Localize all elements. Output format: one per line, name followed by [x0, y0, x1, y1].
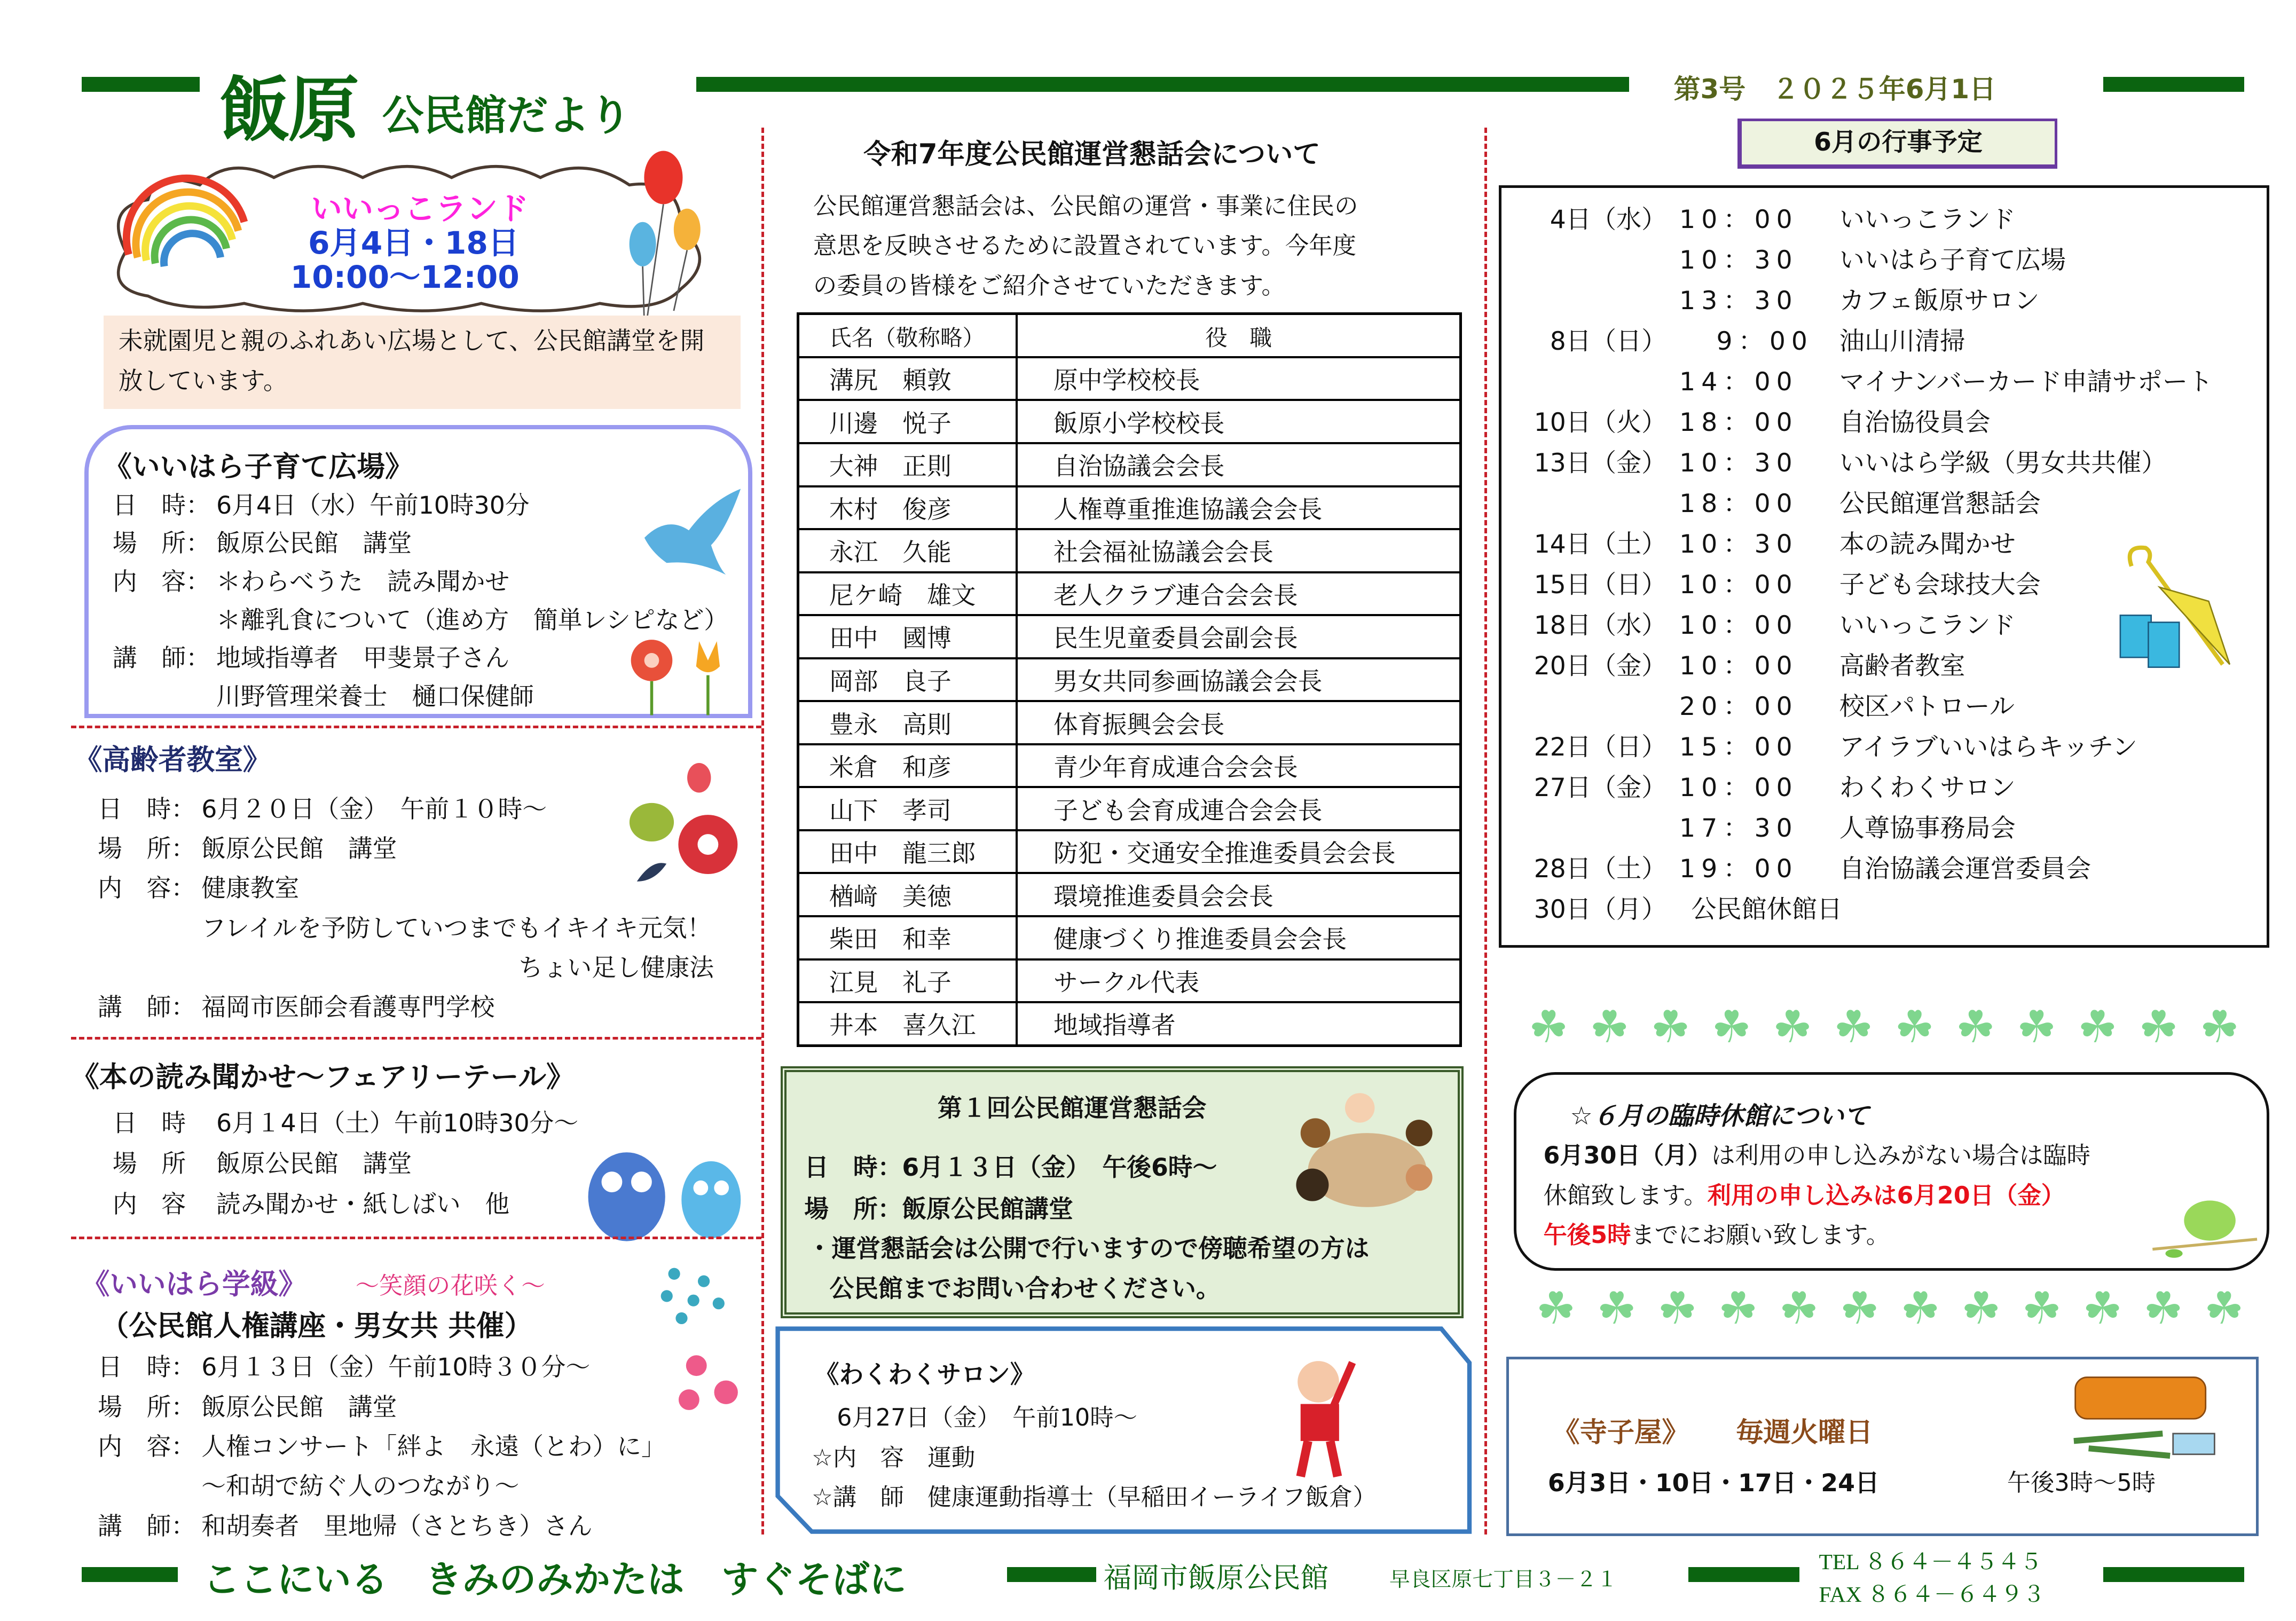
schedule-event: いいっこランド: [1839, 204, 2016, 234]
schedule-title: 6月の行事予定: [1737, 119, 2057, 169]
column-header-role: 役 職: [1017, 314, 1460, 357]
schedule-event: いいっこランド: [1839, 611, 2016, 641]
header-bar: [696, 77, 1630, 92]
schedule-event: 自治協役員会: [1839, 407, 1991, 437]
schedule-date: 13日（金）: [1534, 448, 1667, 478]
table-row: [798, 572, 1461, 616]
council-intro-line: の委員の皆様をご紹介させていただきます。: [813, 272, 1285, 300]
schedule-time: 17：30: [1679, 814, 1798, 844]
schedule-row: [1501, 362, 2266, 402]
schedule-time: 14：00: [1679, 367, 1798, 397]
table-row: [798, 830, 1461, 874]
detail-label: 内 容：: [112, 568, 210, 596]
schedule-time: 9：00: [1716, 326, 1814, 356]
member-name: 江見 礼子: [798, 959, 1017, 1003]
table-row: [798, 787, 1461, 830]
detail-line: [518, 948, 714, 983]
schedule-row: [1501, 443, 2266, 483]
table-row: [798, 873, 1461, 916]
schedule-time: 13：30: [1679, 286, 1798, 316]
section-divider: [71, 726, 761, 728]
detail-label: 講 師：: [98, 1512, 196, 1540]
iikko-land-time: 10:00～12:00: [290, 258, 520, 295]
schedule-event: カフェ飯原サロン: [1839, 286, 2040, 316]
council-members-table: [797, 312, 1462, 1046]
detail-label: 場 所：: [98, 1392, 196, 1421]
yomikikase-title: 《本の読み聞かせ～フェアリーテール》: [71, 1061, 575, 1094]
schedule-time: 10：00: [1679, 570, 1798, 600]
schedule-time: 19：00: [1679, 854, 1798, 884]
member-name: 田中 龍三郎: [798, 830, 1017, 874]
pencil-case-icon: [2066, 1374, 2229, 1463]
schedule-event: いいはら学級（男女共共催）: [1839, 448, 2167, 478]
closure-text: 休館致します。: [1543, 1182, 1708, 1209]
footer-bar: [2103, 1567, 2244, 1582]
detail-value: ちょい足し健康法: [518, 953, 714, 982]
table-row: [798, 357, 1461, 400]
detail-value: 6月２０日（金） 午前１０時～: [201, 794, 547, 823]
schedule-date: 4日（水）: [1550, 204, 1667, 234]
detail-label: 内 容: [112, 1190, 186, 1219]
detail-line: [113, 486, 530, 521]
bird-icon: [637, 486, 748, 575]
gakkyu-tagline: ～笑顔の花咲く～: [355, 1272, 545, 1300]
detail-label: 日 時：: [112, 491, 210, 520]
footer-tel: TEL ８６４－４５４５: [1819, 1549, 2042, 1575]
schedule-time: 10：00: [1679, 204, 1798, 234]
member-name: 川邊 悦子: [798, 400, 1017, 443]
detail-line: [113, 1185, 509, 1220]
schedule-time: 10：00: [1679, 651, 1798, 681]
detail-label: 日 時: [112, 1108, 186, 1137]
flowers-icon: [622, 634, 741, 715]
schedule-date: 20日（金）: [1534, 651, 1667, 681]
closure-line: [1544, 1136, 2091, 1170]
member-role: 人権尊重推進協議会会長: [1017, 486, 1460, 530]
schedule-event: 本の読み聞かせ: [1839, 530, 2016, 559]
schedule-row: [1501, 890, 2266, 930]
schedule-date: 27日（金）: [1534, 773, 1667, 803]
detail-label: 場 所: [112, 1149, 186, 1178]
schedule-row: [1501, 281, 2266, 321]
schedule-event: いいはら子育て広場: [1839, 245, 2066, 275]
member-name: 木村 俊彦: [798, 486, 1017, 530]
detail-value: 和胡奏者 里地帰（さとちき）さん: [201, 1512, 593, 1540]
footer-org: 福岡市飯原公民館: [1103, 1561, 1329, 1594]
schedule-row: [1501, 727, 2266, 767]
table-row: [798, 400, 1461, 443]
table-row: [798, 529, 1461, 572]
table-row: [798, 1002, 1461, 1045]
member-name: 永江 久能: [798, 529, 1017, 572]
detail-line: [98, 1507, 592, 1542]
member-name: 米倉 和彦: [798, 744, 1017, 788]
member-name: 岡部 良子: [798, 658, 1017, 702]
member-name: 大神 正則: [798, 443, 1017, 486]
footer-fax: FAX ８６４－６４９３: [1819, 1582, 2045, 1607]
detail-line: [113, 524, 412, 559]
footer-slogan: ここにいる きみのみかたは すぐそばに: [203, 1558, 907, 1601]
detail-value: ＊離乳食について（進め方 簡単レシピなど）: [216, 605, 729, 634]
boots-umbrella-icon: [2103, 545, 2244, 679]
detail-value: 地域指導者 甲斐景子さん: [216, 644, 510, 673]
detail-label: 講 師：: [98, 993, 196, 1022]
iikko-land-description: 未就園児と親のふれあい広場として、公民館講堂を開放しています。: [104, 316, 741, 409]
camellia-icon: [622, 763, 748, 896]
meeting-title: 第１回公民館運営懇話会: [937, 1093, 1207, 1122]
schedule-row: [1501, 240, 2266, 280]
table-row: [798, 744, 1461, 788]
schedule-event: わくわくサロン: [1839, 773, 2016, 803]
terakoya-dates: 6月3日・10日・17日・24日: [1547, 1468, 1880, 1497]
member-name: 豊永 高則: [798, 701, 1017, 744]
council-intro: [813, 187, 1358, 307]
detail-value: 6月4日（水）午前10時30分: [216, 491, 530, 520]
member-role: 民生児童委員会副会長: [1017, 615, 1460, 658]
detail-value: 福岡市医師会看護専門学校: [201, 993, 495, 1022]
wakuwaku-date: 6月27日（金） 午前10時～: [837, 1404, 1138, 1431]
schedule-date: 10日（火）: [1534, 407, 1667, 437]
schedule-event: 高齢者教室: [1839, 651, 1965, 681]
table-row: [798, 959, 1461, 1003]
detail-line: [98, 909, 711, 944]
member-name: 溝尻 頼敦: [798, 357, 1017, 400]
schedule-date: 15日（日）: [1534, 570, 1667, 600]
schedule-date: 18日（水）: [1534, 611, 1667, 641]
detail-line: [98, 1388, 397, 1423]
detail-line: [113, 562, 509, 597]
member-role: 自治協議会会長: [1017, 443, 1460, 486]
detail-line: [113, 1144, 412, 1179]
schedule-row: [1501, 687, 2266, 727]
schedule-row: [1501, 849, 2266, 889]
table-row: [798, 443, 1461, 486]
member-role: 防犯・交通安全推進委員会会長: [1017, 830, 1460, 874]
newsletter-subtitle: 公民館だより: [382, 92, 631, 140]
schedule-row: [1501, 768, 2266, 808]
gakkyu-subtitle: （公民館人権講座・男女共 共催）: [100, 1310, 533, 1343]
issue-date: 第3号 ２０２５年6月1日: [1673, 73, 1996, 105]
wakuwaku-content: ☆内 容 運動: [812, 1444, 976, 1472]
closure-line: [1544, 1176, 2065, 1210]
iikko-land-name: いいっこランド: [311, 190, 529, 227]
schedule-event: 校区パトロール: [1839, 692, 2015, 722]
wakuwaku-teacher: ☆講 師 健康運動指導士（早稲田イーライフ飯倉）: [812, 1484, 1377, 1512]
schedule-event: 子ども会球技大会: [1839, 570, 2041, 600]
member-role: サークル代表: [1017, 959, 1460, 1003]
schedule-time: 10：30: [1679, 530, 1798, 559]
detail-line: [113, 1104, 578, 1139]
iikko-land-dates: 6月4日・18日: [308, 224, 520, 261]
terakoya-time: 午後3時～5時: [2007, 1469, 2156, 1497]
footer-address: 早良区原七丁目３－２１: [1389, 1568, 1618, 1591]
closure-title: ☆６月の臨時休館について: [1570, 1101, 1869, 1131]
green-bird-icon: [2145, 1185, 2260, 1271]
schedule-time: 18：00: [1679, 489, 1798, 518]
member-role: 社会福祉協議会会長: [1017, 529, 1460, 572]
owls-icon: [585, 1140, 748, 1244]
detail-line: [98, 1427, 666, 1462]
member-role: 飯原小学校校長: [1017, 400, 1460, 443]
schedule-time: 10：00: [1679, 773, 1798, 803]
meeting-note: 公民館までお問い合わせください。: [829, 1274, 1221, 1303]
closure-deadline-time: 午後5時: [1543, 1222, 1631, 1249]
schedule-date: 22日（日）: [1534, 733, 1667, 762]
detail-line: [113, 677, 534, 712]
council-title: 令和7年度公民館運営懇話会について: [863, 138, 1320, 170]
member-role: 青少年育成連合会会長: [1017, 744, 1460, 788]
detail-label: 内 容：: [98, 1433, 196, 1461]
footer-bar: [1007, 1567, 1096, 1582]
detail-value: 飯原公民館 講堂: [216, 1149, 412, 1178]
detail-line: [98, 790, 547, 825]
schedule-event: 公民館休館日: [1691, 895, 1843, 925]
member-role: 男女共同参画協議会会長: [1017, 658, 1460, 702]
schedule-date: 14日（土）: [1534, 530, 1667, 559]
exercising-man-icon: [1286, 1355, 1374, 1481]
detail-value: 6月１4日（土）午前10時30分～: [216, 1108, 579, 1137]
detail-value: フレイルを予防していつまでもイキイキ元気！: [201, 914, 712, 942]
column-divider: [761, 128, 764, 1535]
closure-deadline: 利用の申し込みは6月20日（金）: [1707, 1182, 2065, 1209]
detail-value: ＊わらべうた 読み聞かせ: [216, 568, 510, 596]
schedule-time: 10：30: [1679, 245, 1798, 275]
detail-value: 読み聞かせ・紙しばい 他: [216, 1190, 510, 1219]
schedule-event: マイナンバーカード申請サポート: [1839, 367, 2213, 397]
terakoya-schedule: 毎週火曜日: [1736, 1416, 1873, 1449]
schedule-event: 自治協議会運営委員会: [1839, 854, 2091, 884]
schedule-date: 28日（土）: [1534, 854, 1667, 884]
newsletter-title: 飯原: [219, 68, 357, 152]
flower-dots-icon: [652, 1259, 756, 1422]
table-row: [798, 916, 1461, 959]
detail-label: 場 所：: [98, 834, 196, 863]
schedule-time: 15：00: [1679, 733, 1798, 762]
member-name: 楢﨑 美徳: [798, 873, 1017, 916]
gakkyu-title: 《いいはら学級》: [81, 1268, 307, 1301]
table-row: [798, 658, 1461, 702]
detail-value: 川野管理栄養士 樋口保健師: [216, 682, 534, 711]
detail-value: 飯原公民館 講堂: [201, 1392, 397, 1421]
detail-line: [98, 869, 299, 904]
member-name: 山下 孝司: [798, 787, 1017, 830]
schedule-row: [1501, 484, 2266, 524]
section-divider: [71, 1237, 761, 1239]
detail-value: 6月１３日（金）午前10時３０分～: [201, 1353, 591, 1382]
member-name: 尼ケ崎 雄文: [798, 572, 1017, 616]
schedule-row: [1501, 808, 2266, 848]
terakoya-title: 《寺子屋》: [1552, 1416, 1689, 1449]
kosodate-title: 《いいはら子育て広場》: [104, 451, 413, 484]
closure-text: は利用の申し込みがない場合は臨時: [1711, 1142, 2091, 1169]
member-role: 体育振興会会長: [1017, 701, 1460, 744]
member-name: 柴田 和幸: [798, 916, 1017, 959]
meeting-note: ・運営懇話会は公開で行いますので傍聴希望の方は: [807, 1234, 1370, 1263]
detail-line: [98, 988, 494, 1023]
member-name: 井本 喜久江: [798, 1002, 1017, 1045]
schedule-event: アイラブいいはらキッチン: [1839, 733, 2137, 762]
meeting-place: 場 所：飯原公民館講堂: [804, 1194, 1073, 1223]
detail-label: 日 時：: [98, 794, 196, 823]
table-header-row: [798, 314, 1461, 357]
column-header-name: 氏名（敬称略）: [798, 314, 1017, 357]
clover-decoration: ☘ ☘ ☘ ☘ ☘ ☘ ☘ ☘ ☘ ☘ ☘ ☘: [1536, 1282, 2244, 1335]
meeting-people-illustration: [1286, 1081, 1449, 1222]
member-role: 健康づくり推進委員会会長: [1017, 916, 1460, 959]
schedule-event: 人尊協事務局会: [1839, 814, 2016, 844]
koreisha-title: 《高齢者教室》: [74, 744, 271, 777]
detail-line: [113, 601, 728, 636]
table-row: [798, 615, 1461, 658]
footer-bar: [82, 1567, 178, 1582]
schedule-row: [1501, 403, 2266, 443]
council-intro-line: 公民館運営懇話会は、公民館の運営・事業に住民の: [813, 192, 1358, 220]
detail-value: 飯原公民館 講堂: [201, 834, 397, 863]
detail-line: [98, 829, 397, 864]
table-row: [798, 701, 1461, 744]
closure-date: 6月30日（月）: [1543, 1142, 1712, 1169]
schedule-event: 公民館運営懇話会: [1839, 489, 2041, 518]
member-role: 子ども会育成連合会会長: [1017, 787, 1460, 830]
closure-line: [1544, 1216, 1890, 1250]
detail-label: 内 容：: [98, 874, 196, 903]
member-name: 田中 國博: [798, 615, 1017, 658]
schedule-date: 8日（日）: [1550, 326, 1667, 356]
member-role: 原中学校校長: [1017, 357, 1460, 400]
detail-label: 場 所：: [112, 529, 210, 558]
schedule-time: 18：00: [1679, 407, 1798, 437]
clover-decoration: ☘ ☘ ☘ ☘ ☘ ☘ ☘ ☘ ☘ ☘ ☘ ☘: [1528, 1001, 2240, 1053]
closure-text: までにお願い致します。: [1631, 1222, 1890, 1249]
detail-value: 飯原公民館 講堂: [216, 529, 412, 558]
schedule-time: 10：00: [1679, 611, 1798, 641]
detail-label: 日 時：: [98, 1353, 196, 1382]
header-bar: [2103, 77, 2244, 92]
schedule-time: 10：30: [1679, 448, 1798, 478]
detail-line: [113, 639, 509, 674]
schedule-time: 20：00: [1679, 692, 1798, 722]
schedule-event: 油山川清掃: [1839, 326, 1965, 356]
member-role: 地域指導者: [1017, 1002, 1460, 1045]
column-divider: [1484, 128, 1487, 1535]
footer-bar: [1688, 1567, 1799, 1582]
detail-value: 人権コンサート「絆よ 永遠（とわ）に」: [201, 1433, 666, 1461]
detail-value: ～和胡で紡ぐ人のつながり～: [201, 1472, 520, 1501]
member-role: 老人クラブ連合会会長: [1017, 572, 1460, 616]
schedule-date: 30日（月）: [1534, 895, 1667, 925]
detail-value: 健康教室: [201, 874, 300, 903]
meeting-datetime: 日 時：6月１３日（金） 午後6時～: [804, 1153, 1217, 1182]
detail-line: [98, 1467, 519, 1502]
schedule-row: [1501, 321, 2266, 361]
detail-label: 講 師：: [112, 644, 210, 673]
detail-line: [98, 1348, 590, 1383]
section-divider: [71, 1037, 761, 1040]
wakuwaku-title: 《わくわくサロン》: [814, 1360, 1035, 1389]
table-row: [798, 486, 1461, 530]
council-intro-line: 意思を反映させるために設置されています。今年度: [813, 232, 1356, 260]
member-role: 環境推進委員会会長: [1017, 873, 1460, 916]
header-bar: [82, 77, 200, 92]
schedule-row: [1501, 200, 2266, 240]
